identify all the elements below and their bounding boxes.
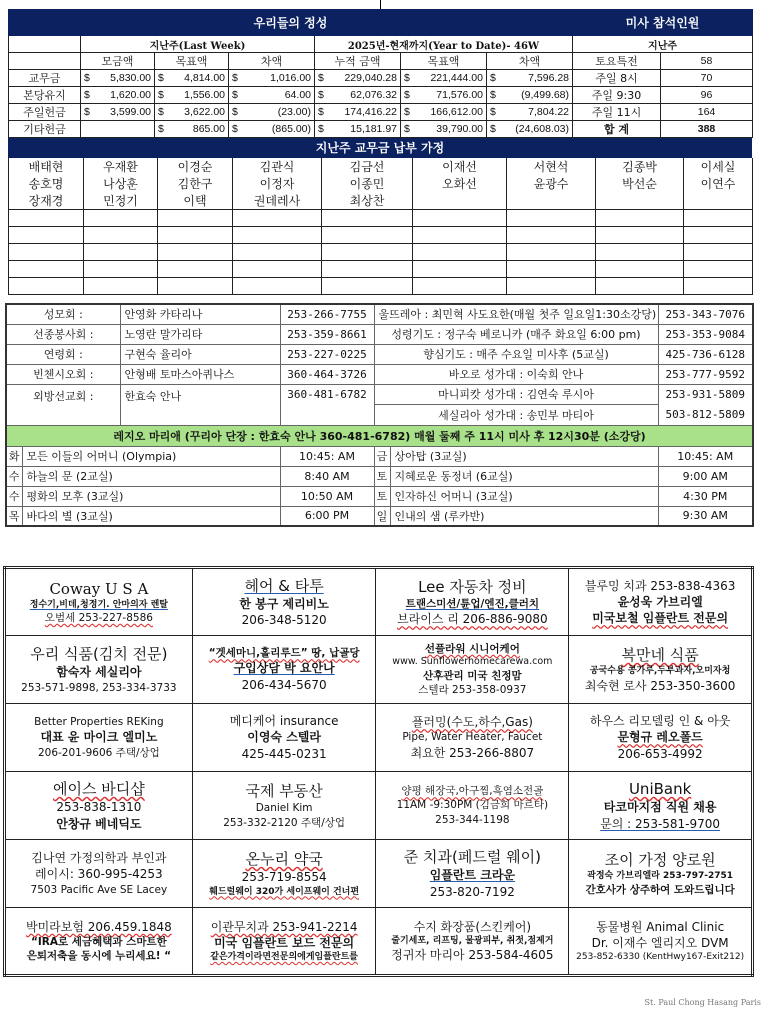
table-row: 본당유지 $ 1,620.00 $ 1,556.00 $ 64.00 $ 62,076.32 $ 71,576.00 $ (9,499.68) 주일 9:30 96 [9,87,753,104]
ad-plumbing: 플러밍(수도,하수,Gas) Pipe, Water Heater, Faucet 최요한 253-266-8807 [376,704,569,772]
ad-park-insurance: 박미라보험 206.459.1848 “IRA로 세금혜택과 스마트한 은퇴저축을 동시에 누리세요! “ [5,908,193,976]
row-label: 본당유지 [9,87,81,104]
ad-animal-clinic: 동물병원 Animal Clinic Dr. 이재수 엘리지오 DVM 253-852-6330 (KentHwy167-Exit212) [569,908,753,976]
day-label: 수 [6,486,22,506]
row-label: 기타헌금 [9,121,81,138]
legio-time: 9:30 AM [658,506,753,526]
legio-name: 인내의 샘 (루카반) [390,506,658,526]
footer-text: St. Paul Chong Hasang Paris [644,998,761,1007]
ad-kim-clinic: 김나연 가정의학과 부인과 레이시: 360-995-4253 7503 Pacific Ave SE Lacey [5,840,193,908]
activity: 성령기도 : 정구숙 베로니카 (매주 화요일 6:00 pm) [374,324,658,344]
org-leader: 안형배 토마스아퀴나스 [120,364,280,384]
legio-name: 모든 이들의 어머니 (Olympia) [22,446,280,466]
org-leader: 안영화 카타리나 [120,304,280,324]
cell-value: 229,040.28 [344,72,397,84]
donor-name: 우재환 [84,158,158,175]
org-name: 성모회 : [6,304,120,324]
activity-phone: 425-736-6128 [658,344,753,364]
row-label: 교무금 [9,70,81,87]
cell-value: 3,599.00 [110,106,151,118]
activity: 울뜨레아 : 최민혁 사도요한(매월 첫주 일요일1:30소강당) [374,304,658,324]
ad-suji-cosmetics: 수지 화장품(스킨케어) 줄기세포, 리프팅, 물광피부, 취젓,점제거 정귀자 마리아 253-584-4605 [376,908,569,976]
ad-blooming-dental: 블루밍 치과 253-838-4363 윤성욱 가브리엘 미국보철 임플란트 전문의 [569,568,753,636]
cell-value: 5,830.00 [110,72,151,84]
col-header: 목표액 [401,53,487,70]
offerings-title: 우리들의 정성 [9,10,573,36]
day-label: 금 [374,446,390,466]
day-label: 수 [6,466,22,486]
org-phone: 253-227-0225 [280,344,374,364]
cell-value: 15,181.97 [350,123,397,135]
attendance-label: 토요특전 [573,53,661,70]
donor-name: 이연수 [684,175,753,192]
ad-ace-bodyshop: 에이스 바디샵 253-838-1310 안창규 베네딕도 [5,772,193,840]
activity-phone: 253-777-9592 [658,364,753,384]
donors-title: 지난주 교무금 납부 가정 [8,138,752,158]
legio-row [6,466,753,486]
ad-intl-realty: 국제 부동산 Daniel Kim 253-332-2120 주택/상업 [192,772,376,840]
donor-name: 최상찬 [322,192,413,210]
donor-name: 이재선 [413,158,507,175]
org-name: 선종봉사회 : [6,324,120,344]
legio-time: 9:00 AM [658,466,753,486]
donor-row [9,158,753,175]
attendance-count: 96 [661,87,753,104]
activity: 바오로 성가대 : 이숙희 안나 [374,364,658,384]
donor-name: 이정자 [233,175,322,192]
organizations-table [5,303,754,527]
donor-name: 이세실 [684,158,753,175]
legio-name: 상아탑 (3교실) [390,446,658,466]
cell-value: 71,576.00 [436,89,483,101]
ad-hair-tattoo: 헤어 & 타투 한 봉구 제리비노 206-348-5120 [192,568,376,636]
day-label: 목 [6,506,22,526]
donor-name: 이택 [158,192,233,210]
activity-phone-group: 253-931-5809 503-812-5809 [658,384,753,425]
ad-house-remodeling: 하우스 리모델링 인 & 아웃 문형규 레오폴드 206-653-4992 [569,704,753,772]
legio-name: 인자하신 어머니 (3교실) [390,486,658,506]
cell-value: 221,444.00 [430,72,483,84]
org-row [6,304,753,324]
activity-phone: 253-353-9084 [658,324,753,344]
org-leader: 한효숙 안나 [120,384,280,425]
ad-onnuri-pharmacy: 온누리 약국 253-719-8554 훼드럴웨이 320가 세이프웨이 건너편 [192,840,376,908]
ad-lee-dental: 이관무치과 253-941-2214 미국 임플란트 보드 전문의 같은가격이라면전문의에게임플란트를 [192,908,376,976]
org-phone: 253-359-8661 [280,324,374,344]
legio-time: 6:00 PM [280,506,374,526]
donor-name: 송호명 [9,175,84,192]
ad-unibank: UniBank 타코마지점 직원 채용 문의 : 253-581-9700 [569,772,753,840]
attendance-label: 주일 9:30 [573,87,661,104]
col-header: 모금액 [81,53,155,70]
cell-value: (23.00) [277,106,311,118]
table-row: 교무금 $ 5,830.00 $ 4,814.00 $ 1,016.00 $ 229,040.28 $ 221,444.00 $ 7,596.28 주일 8시 70 [9,70,753,87]
donor-name: 장재경 [9,192,84,210]
donor-name: 서현석 [507,158,596,175]
ad-medicare: 메디케어 insurance 이영숙 스텔라 425-445-0231 [192,704,376,772]
attendance-label: 주일 8시 [573,70,661,87]
col-header: 누적 금액 [315,53,401,70]
ad-woori-food: 우리 식품(김치 전문) 함숙자 세실리아 253-571-9898, 253-334-3733 [5,636,193,704]
ad-gethsemane: “겟세마니,홀리루드” 땅, 납골당 구입상담 박 요안나 206-434-5670 [192,636,376,704]
org-phone: 253-266-7755 [280,304,374,324]
activity-phone: 253-343-7076 [658,304,753,324]
day-label: 토 [374,466,390,486]
cell-value: 7,804.22 [528,106,570,118]
day-label: 토 [374,486,390,506]
col-header: 차액 [229,53,315,70]
donor-name: 권데레사 [233,192,322,210]
cell-value: 3,622.00 [184,106,225,118]
attendance-title: 미사 참석인원 [573,10,753,36]
org-row [6,364,753,384]
cell-value: 4,814.00 [184,72,225,84]
day-label: 화 [6,446,22,466]
ad-lee-auto: Lee 자동차 정비 트랜스미션/튠업/엔진,클러치 브라이스 리 206-886-9080 [376,568,569,636]
ad-bokmane-food: 복만네 식품 공국수용 콩가루,두부과자,오미자청 최숙현 로사 253-350-3600 [569,636,753,704]
org-phone: 360-481-6782 [280,384,374,425]
attendance-count: 58 [661,53,753,70]
attendance-count: 164 [661,104,753,121]
legio-time: 10:45: AM [280,446,374,466]
donor-name: 나상훈 [84,175,158,192]
legio-name: 평화의 모후 (3교실) [22,486,280,506]
table-row: 기타헌금 $ 865.00 $ (865.00) $ 15,181.97 $ 39,790.00 $ (24,608.03) 합 계 388 [9,121,753,138]
donor-name: 김금선 [322,158,413,175]
cell-value: 166,612.00 [430,106,483,118]
org-phone: 360-464-3726 [280,364,374,384]
donors-table [8,158,753,295]
donor-name: 오화선 [413,175,507,192]
donor-name: 민정기 [84,192,158,210]
ytd-header: 2025년-현재까지(Year to Date)- 46W [315,36,573,53]
cell-value: 174,416.22 [344,106,397,118]
ad-jun-dental: 준 치과(페드럴 웨이) 임플란트 크라운 253-820-7192 [376,840,569,908]
cell-value: 7,596.28 [528,72,570,84]
org-row [6,384,753,405]
legio-time: 4:30 PM [658,486,753,506]
donor-row [9,192,753,210]
col-header: 목표액 [155,53,229,70]
org-leader: 노영란 말가리타 [120,324,280,344]
ads-table [3,566,754,977]
donor-name: 이종민 [322,175,413,192]
activity: 세실리아 성가대 : 송민부 마티아 [374,405,658,426]
legio-row [6,486,753,506]
org-row [6,344,753,364]
attendance-subheader: 지난주 [573,36,753,53]
row-label: 주일헌금 [9,104,81,121]
cell-value: (24,608.03) [515,123,570,135]
cell-value: (865.00) [271,123,311,135]
donor-name: 배태현 [9,158,84,175]
attendance-total-label: 합 계 [573,121,661,138]
ad-yangpyeong: 양평 해장국,아구찜,흑염소전골 11AM -9:30PM (김금희 마르타) 253-344-1198 [376,772,569,840]
day-label: 일 [374,506,390,526]
legio-row [6,446,753,466]
cell-value: 62,076.32 [350,89,397,101]
legio-banner: 레지오 마리애 (꾸리아 단장 : 한효숙 안나 360-481-6782) 매월 둘째 주 11시 미사 후 12시30분 (소강당) [6,425,753,446]
org-name: 외방선교회 : [6,384,120,425]
ad-sunflower-care: 선플라워 시니어케어 www. Sunflowerhomecarewa.com 산후관리 미국 친정맘 스텔라 253-358-0937 [376,636,569,704]
attendance-count: 70 [661,70,753,87]
ad-joy-home: 조이 가정 양로원 곽정숙 가브리엘라 253-797-2751 간호사가 상주하여 도와드립니다 [569,840,753,908]
last-week-header: 지난주(Last Week) [81,36,315,53]
top-divider [380,0,381,9]
donor-name: 이경순 [158,158,233,175]
cell-value: 1,620.00 [110,89,151,101]
attendance-label: 주일 11시 [573,104,661,121]
org-row [6,324,753,344]
donor-name: 김관식 [233,158,322,175]
legio-name: 지혜로운 동정녀 (6교실) [390,466,658,486]
cell-value: 1,016.00 [270,72,311,84]
cell-value: (9,499.68) [521,89,570,101]
col-header: 차액 [487,53,573,70]
legio-name: 하늘의 문 (2교실) [22,466,280,486]
legio-name: 바다의 별 (3교실) [22,506,280,526]
table-row: 주일헌금 $ 3,599.00 $ 3,622.00 $ (23.00) $ 174,416.22 $ 166,612.00 $ 7,804.22 주일 11시 164 [9,104,753,121]
legio-time: 10:45: AM [658,446,753,466]
cell-value: 64.00 [284,89,311,101]
donor-name: 김한구 [158,175,233,192]
activity: 마니피캇 성가대 : 김연숙 루시아 [374,384,658,405]
attendance-total: 388 [661,121,753,138]
cell-value: 1,556.00 [184,89,225,101]
donor-name: 김종박 [596,158,684,175]
org-leader: 구현숙 율리아 [120,344,280,364]
activity: 향심기도 : 매주 수요일 미사후 (5교실) [374,344,658,364]
cell-value: 865.00 [192,123,225,135]
legio-time: 8:40 AM [280,466,374,486]
offerings-table [8,9,753,138]
donor-row [9,175,753,192]
org-name: 연령회 : [6,344,120,364]
legio-time: 10:50 AM [280,486,374,506]
ad-better-properties: Better Properties REKing 대표 윤 마이크 엘미노 206-201-9606 주택/상업 [5,704,193,772]
cell-value: 39,790.00 [436,123,483,135]
org-name: 빈첸시오회 : [6,364,120,384]
donor-name: 박선순 [596,175,684,192]
legio-row [6,506,753,526]
ad-coway: Coway U S A 정수기,비데,청정기. 안마의자 렌탈 오범세 253-227-8586 [5,568,193,636]
donor-name: 윤광수 [507,175,596,192]
